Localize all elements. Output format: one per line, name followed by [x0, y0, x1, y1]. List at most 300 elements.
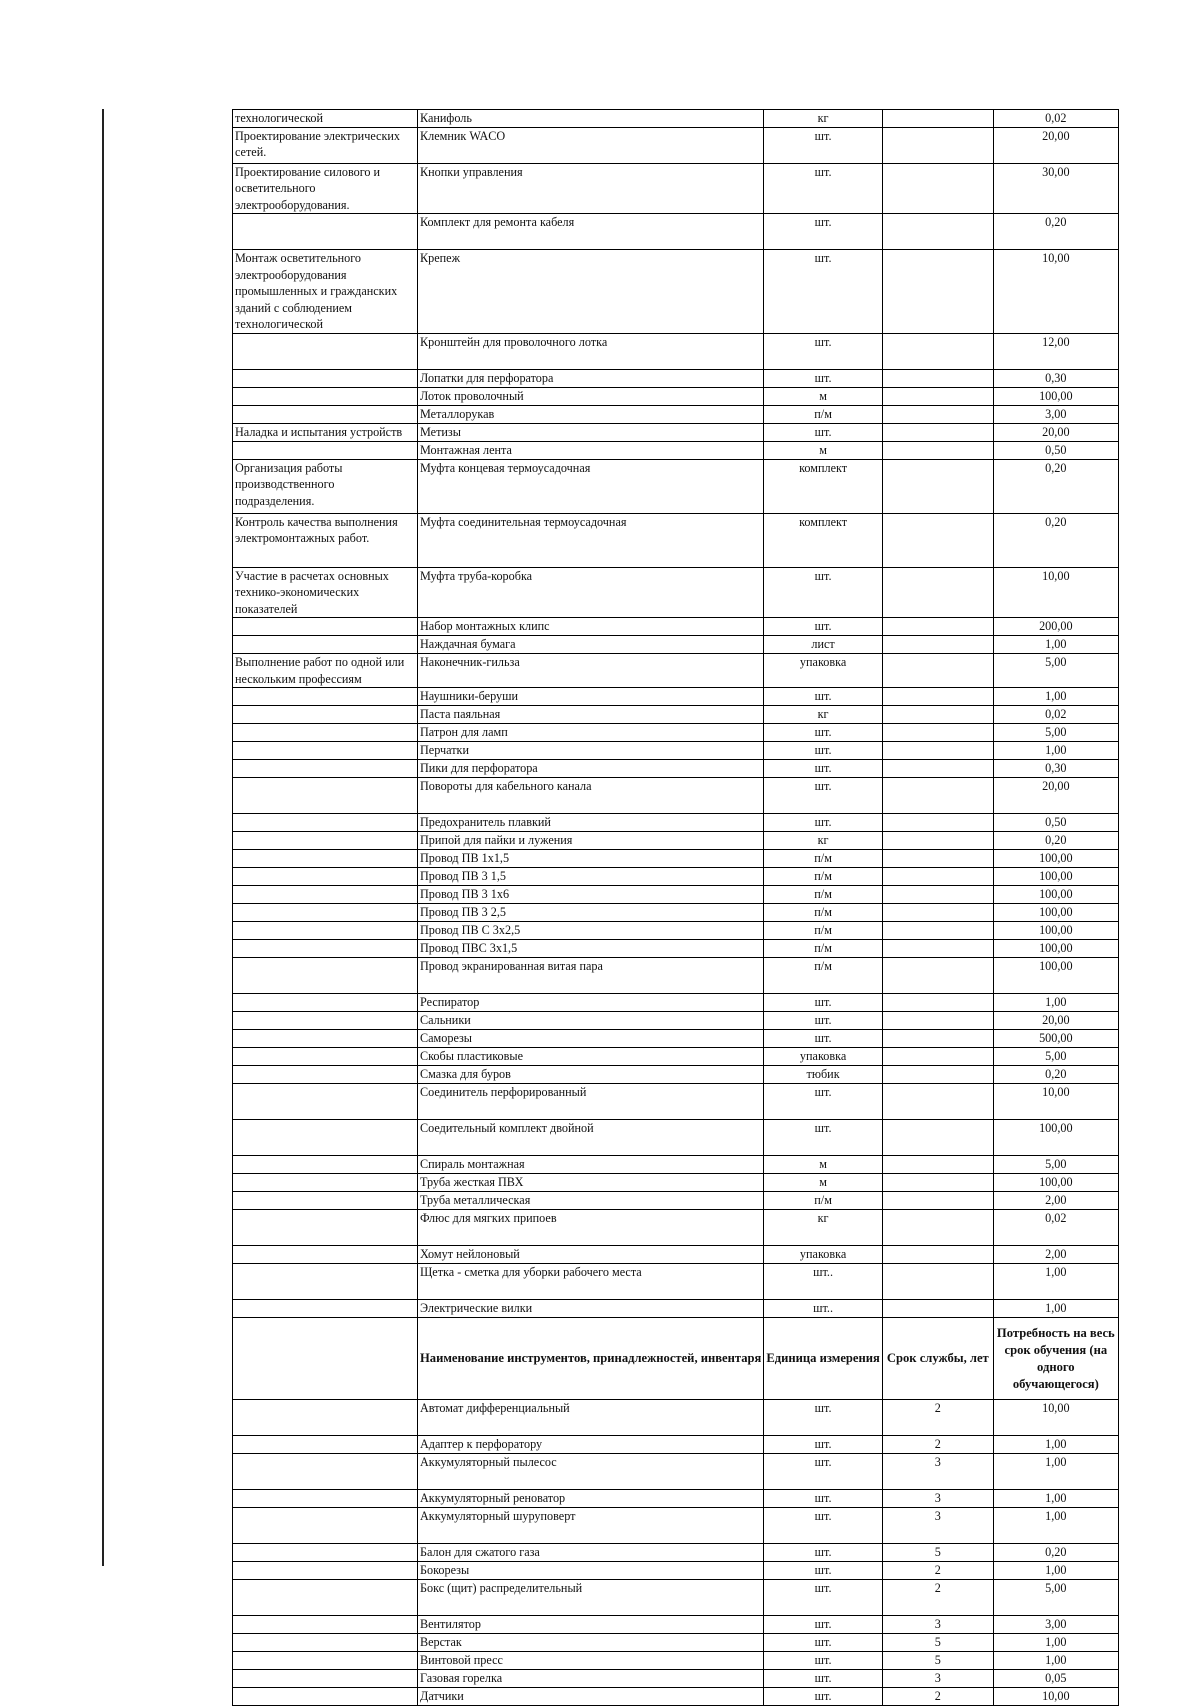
service-life-cell: [882, 724, 993, 742]
unit-cell: шт.: [764, 814, 882, 832]
competency-cell: [233, 1544, 418, 1562]
service-life-cell: [882, 850, 993, 868]
item-name-cell: Лопатки для перфоратора: [418, 369, 764, 387]
item-name-cell: Газовая горелка: [418, 1670, 764, 1688]
table-row: [233, 1508, 1119, 1544]
unit-cell: кг: [764, 1210, 882, 1246]
consumables-section: [233, 110, 1119, 1318]
service-life-cell: 5: [882, 1544, 993, 1562]
item-name-cell: Аккумуляторный шуруповерт: [418, 1508, 764, 1544]
item-name-cell: Адаптер к перфоратору: [418, 1436, 764, 1454]
quantity-cell: 12,00: [993, 333, 1118, 369]
unit-cell: шт.: [764, 994, 882, 1012]
unit-cell: шт.: [764, 1490, 882, 1508]
service-life-cell: [882, 832, 993, 850]
competency-cell: [233, 778, 418, 814]
competency-cell: Проектирование электрических сетей.: [233, 127, 418, 163]
item-name-cell: Спираль монтажная: [418, 1156, 764, 1174]
unit-cell: шт.: [764, 778, 882, 814]
unit-cell: шт.: [764, 1544, 882, 1562]
unit-cell: шт.: [764, 1562, 882, 1580]
item-name-cell: Провод ПВ С 3х2,5: [418, 922, 764, 940]
table-row: [233, 1066, 1119, 1084]
item-name-cell: Бокс (щит) распределительный: [418, 1580, 764, 1616]
item-name-cell: Муфта труба-коробка: [418, 567, 764, 618]
competency-cell: [233, 904, 418, 922]
quantity-cell: 5,00: [993, 654, 1118, 688]
competency-cell: [233, 724, 418, 742]
quantity-cell: 0,20: [993, 1544, 1118, 1562]
unit-cell: шт.: [764, 1508, 882, 1544]
competency-cell: [233, 1246, 418, 1264]
table-row: [233, 922, 1119, 940]
quantity-cell: 20,00: [993, 778, 1118, 814]
unit-cell: шт.: [764, 163, 882, 214]
quantity-cell: 1,00: [993, 1264, 1118, 1300]
service-life-cell: [882, 423, 993, 441]
quantity-cell: 10,00: [993, 250, 1118, 334]
unit-cell: шт.: [764, 1030, 882, 1048]
service-life-cell: 2: [882, 1436, 993, 1454]
unit-cell: шт.: [764, 1652, 882, 1670]
left-margin-rule: [102, 109, 104, 1566]
item-name-cell: Клемник WACO: [418, 127, 764, 163]
quantity-cell: 1,00: [993, 1300, 1118, 1318]
quantity-cell: 1,00: [993, 1454, 1118, 1490]
quantity-cell: 20,00: [993, 423, 1118, 441]
competency-cell: Участие в расчетах основных технико-экономических показателей: [233, 567, 418, 618]
item-name-cell: Металлорукав: [418, 405, 764, 423]
table-row: [233, 567, 1119, 618]
unit-cell: шт.: [764, 127, 882, 163]
table-row: [233, 636, 1119, 654]
quantity-cell: 3,00: [993, 405, 1118, 423]
table-row: [233, 618, 1119, 636]
unit-cell: п/м: [764, 904, 882, 922]
header-name: Наименование инструментов, принадлежностей, инвентаря: [418, 1318, 764, 1400]
competency-cell: [233, 1634, 418, 1652]
service-life-cell: 2: [882, 1580, 993, 1616]
item-name-cell: Набор монтажных клипс: [418, 618, 764, 636]
unit-cell: шт.: [764, 1580, 882, 1616]
quantity-cell: 1,00: [993, 636, 1118, 654]
service-life-cell: [882, 922, 993, 940]
item-name-cell: Труба металлическая: [418, 1192, 764, 1210]
table-row: [233, 214, 1119, 250]
service-life-cell: [882, 706, 993, 724]
competency-cell: [233, 940, 418, 958]
table-row: [233, 1634, 1119, 1652]
item-name-cell: Соедительный комплект двойной: [418, 1120, 764, 1156]
competency-cell: [233, 814, 418, 832]
quantity-cell: 1,00: [993, 1436, 1118, 1454]
service-life-cell: 5: [882, 1652, 993, 1670]
unit-cell: комплект: [764, 459, 882, 513]
unit-cell: шт.: [764, 1400, 882, 1436]
unit-cell: тюбик: [764, 1066, 882, 1084]
competency-cell: [233, 1580, 418, 1616]
item-name-cell: Автомат дифференциальный: [418, 1400, 764, 1436]
service-life-cell: [882, 958, 993, 994]
tools-header-row: [233, 1318, 1119, 1400]
item-name-cell: Саморезы: [418, 1030, 764, 1048]
table-row: [233, 1300, 1119, 1318]
unit-cell: шт.: [764, 1436, 882, 1454]
service-life-cell: [882, 1210, 993, 1246]
quantity-cell: 100,00: [993, 1120, 1118, 1156]
competency-cell: [233, 850, 418, 868]
table-row: [233, 706, 1119, 724]
item-name-cell: Смазка для буров: [418, 1066, 764, 1084]
competency-cell: [233, 706, 418, 724]
unit-cell: кг: [764, 832, 882, 850]
item-name-cell: Канифоль: [418, 110, 764, 128]
item-name-cell: Вентилятор: [418, 1616, 764, 1634]
table-row: [233, 850, 1119, 868]
quantity-cell: 100,00: [993, 1174, 1118, 1192]
quantity-cell: 0,50: [993, 441, 1118, 459]
service-life-cell: [882, 742, 993, 760]
competency-cell: [233, 1616, 418, 1634]
quantity-cell: 0,30: [993, 369, 1118, 387]
quantity-cell: 0,20: [993, 1066, 1118, 1084]
service-life-cell: [882, 1264, 993, 1300]
unit-cell: шт.: [764, 1454, 882, 1490]
materials-table: [232, 109, 1119, 1706]
competency-cell: [233, 922, 418, 940]
table-row: [233, 1030, 1119, 1048]
service-life-cell: 2: [882, 1562, 993, 1580]
item-name-cell: Винтовой пресс: [418, 1652, 764, 1670]
unit-cell: шт.: [764, 214, 882, 250]
quantity-cell: 10,00: [993, 567, 1118, 618]
competency-cell: [233, 1084, 418, 1120]
quantity-cell: 1,00: [993, 1490, 1118, 1508]
service-life-cell: [882, 369, 993, 387]
service-life-cell: 3: [882, 1508, 993, 1544]
table-row: [233, 832, 1119, 850]
table-row: [233, 1400, 1119, 1436]
quantity-cell: 1,00: [993, 1634, 1118, 1652]
quantity-cell: 2,00: [993, 1246, 1118, 1264]
service-life-cell: [882, 1048, 993, 1066]
unit-cell: п/м: [764, 868, 882, 886]
item-name-cell: Паста паяльная: [418, 706, 764, 724]
item-name-cell: Верстак: [418, 1634, 764, 1652]
service-life-cell: [882, 1030, 993, 1048]
table-row: [233, 1454, 1119, 1490]
quantity-cell: 10,00: [993, 1084, 1118, 1120]
quantity-cell: 500,00: [993, 1030, 1118, 1048]
service-life-cell: [882, 387, 993, 405]
item-name-cell: Наждачная бумага: [418, 636, 764, 654]
item-name-cell: Комплект для ремонта кабеля: [418, 214, 764, 250]
quantity-cell: 10,00: [993, 1688, 1118, 1706]
competency-cell: [233, 886, 418, 904]
service-life-cell: [882, 654, 993, 688]
unit-cell: м: [764, 387, 882, 405]
quantity-cell: 0,20: [993, 214, 1118, 250]
service-life-cell: 3: [882, 1490, 993, 1508]
header-quantity: Потребность на весь срок обучения (на одного обучающегося): [993, 1318, 1118, 1400]
service-life-cell: [882, 814, 993, 832]
item-name-cell: Флюс для мягких припоев: [418, 1210, 764, 1246]
unit-cell: шт.: [764, 1120, 882, 1156]
table-row: [233, 724, 1119, 742]
competency-cell: [233, 1652, 418, 1670]
item-name-cell: Муфта соединительная термоусадочная: [418, 513, 764, 567]
table-row: [233, 1544, 1119, 1562]
table-row: [233, 814, 1119, 832]
table-row: [233, 1670, 1119, 1688]
service-life-cell: 5: [882, 1634, 993, 1652]
service-life-cell: 3: [882, 1670, 993, 1688]
service-life-cell: [882, 636, 993, 654]
competency-cell: [233, 1508, 418, 1544]
service-life-cell: [882, 1012, 993, 1030]
unit-cell: шт.: [764, 423, 882, 441]
item-name-cell: Провод ПВ 3 1х6: [418, 886, 764, 904]
item-name-cell: Крепеж: [418, 250, 764, 334]
item-name-cell: Хомут нейлоновый: [418, 1246, 764, 1264]
header-service-life: Срок службы, лет: [882, 1318, 993, 1400]
competency-cell: Организация работы производственного подразделения.: [233, 459, 418, 513]
service-life-cell: [882, 778, 993, 814]
unit-cell: лист: [764, 636, 882, 654]
service-life-cell: [882, 1174, 993, 1192]
header-empty-cell: [233, 1318, 418, 1400]
competency-cell: [233, 214, 418, 250]
table-row: [233, 369, 1119, 387]
unit-cell: шт.: [764, 1084, 882, 1120]
competency-cell: Проектирование силового и осветительного электрооборудования.: [233, 163, 418, 214]
unit-cell: упаковка: [764, 1246, 882, 1264]
quantity-cell: 1,00: [993, 994, 1118, 1012]
table-row: [233, 886, 1119, 904]
table-row: [233, 405, 1119, 423]
table-row: [233, 459, 1119, 513]
item-name-cell: Кнопки управления: [418, 163, 764, 214]
item-name-cell: Аккумуляторный реноватор: [418, 1490, 764, 1508]
quantity-cell: 20,00: [993, 1012, 1118, 1030]
item-name-cell: Труба жесткая ПВХ: [418, 1174, 764, 1192]
table-row: [233, 994, 1119, 1012]
item-name-cell: Сальники: [418, 1012, 764, 1030]
quantity-cell: 200,00: [993, 618, 1118, 636]
table-row: [233, 441, 1119, 459]
item-name-cell: Кронштейн для проволочного лотка: [418, 333, 764, 369]
competency-cell: [233, 387, 418, 405]
table-row: [233, 1156, 1119, 1174]
service-life-cell: [882, 618, 993, 636]
table-row: [233, 1562, 1119, 1580]
service-life-cell: [882, 1192, 993, 1210]
competency-cell: [233, 1048, 418, 1066]
competency-cell: Выполнение работ по одной или нескольким профессиям: [233, 654, 418, 688]
service-life-cell: [882, 163, 993, 214]
table-row: [233, 958, 1119, 994]
quantity-cell: 5,00: [993, 1580, 1118, 1616]
competency-cell: [233, 994, 418, 1012]
unit-cell: п/м: [764, 958, 882, 994]
service-life-cell: 2: [882, 1400, 993, 1436]
item-name-cell: Щетка - сметка для уборки рабочего места: [418, 1264, 764, 1300]
service-life-cell: [882, 333, 993, 369]
unit-cell: шт.: [764, 1616, 882, 1634]
unit-cell: п/м: [764, 405, 882, 423]
table-row: [233, 1210, 1119, 1246]
table-row: [233, 250, 1119, 334]
unit-cell: шт.: [764, 618, 882, 636]
service-life-cell: [882, 886, 993, 904]
service-life-cell: 3: [882, 1616, 993, 1634]
unit-cell: шт.: [764, 333, 882, 369]
competency-cell: [233, 618, 418, 636]
unit-cell: шт..: [764, 1300, 882, 1318]
competency-cell: [233, 760, 418, 778]
competency-cell: [233, 868, 418, 886]
quantity-cell: 5,00: [993, 1156, 1118, 1174]
unit-cell: шт.: [764, 688, 882, 706]
table-row: [233, 1192, 1119, 1210]
service-life-cell: [882, 904, 993, 922]
competency-cell: [233, 1264, 418, 1300]
service-life-cell: [882, 250, 993, 334]
item-name-cell: Электрические вилки: [418, 1300, 764, 1318]
service-life-cell: [882, 1066, 993, 1084]
table-row: [233, 333, 1119, 369]
competency-cell: [233, 1454, 418, 1490]
unit-cell: шт.: [764, 1012, 882, 1030]
unit-cell: комплект: [764, 513, 882, 567]
quantity-cell: 0,02: [993, 706, 1118, 724]
quantity-cell: 3,00: [993, 1616, 1118, 1634]
unit-cell: п/м: [764, 850, 882, 868]
quantity-cell: 0,20: [993, 459, 1118, 513]
item-name-cell: Провод экранированная витая пара: [418, 958, 764, 994]
competency-cell: [233, 1120, 418, 1156]
item-name-cell: Провод ПВ 3 1,5: [418, 868, 764, 886]
item-name-cell: Датчики: [418, 1688, 764, 1706]
service-life-cell: [882, 868, 993, 886]
table-row: [233, 760, 1119, 778]
service-life-cell: [882, 1120, 993, 1156]
item-name-cell: Наконечник-гильза: [418, 654, 764, 688]
table-row: [233, 387, 1119, 405]
competency-cell: Монтаж осветительного электрооборудования промышленных и гражданских зданий с соблюдением технологической: [233, 250, 418, 334]
table-row: [233, 1580, 1119, 1616]
table-row: [233, 513, 1119, 567]
table-row: [233, 904, 1119, 922]
competency-cell: [233, 1156, 418, 1174]
unit-cell: шт.: [764, 369, 882, 387]
item-name-cell: Соединитель перфорированный: [418, 1084, 764, 1120]
competency-cell: [233, 369, 418, 387]
quantity-cell: 20,00: [993, 127, 1118, 163]
competency-cell: [233, 1436, 418, 1454]
quantity-cell: 100,00: [993, 958, 1118, 994]
table-row: [233, 423, 1119, 441]
service-life-cell: [882, 405, 993, 423]
quantity-cell: 100,00: [993, 850, 1118, 868]
unit-cell: шт.: [764, 742, 882, 760]
quantity-cell: 30,00: [993, 163, 1118, 214]
quantity-cell: 100,00: [993, 387, 1118, 405]
table-row: [233, 1048, 1119, 1066]
unit-cell: шт.: [764, 250, 882, 334]
table-row: [233, 1264, 1119, 1300]
quantity-cell: 100,00: [993, 922, 1118, 940]
unit-cell: кг: [764, 110, 882, 128]
table-row: [233, 688, 1119, 706]
quantity-cell: 0,20: [993, 832, 1118, 850]
item-name-cell: Наушники-беруши: [418, 688, 764, 706]
competency-cell: [233, 958, 418, 994]
competency-cell: [233, 1490, 418, 1508]
item-name-cell: Предохранитель плавкий: [418, 814, 764, 832]
table-row: [233, 163, 1119, 214]
competency-cell: [233, 1012, 418, 1030]
quantity-cell: 0,02: [993, 110, 1118, 128]
unit-cell: шт.: [764, 567, 882, 618]
table-row: [233, 940, 1119, 958]
unit-cell: шт.: [764, 1688, 882, 1706]
service-life-cell: [882, 441, 993, 459]
tools-section: [233, 1400, 1119, 1706]
competency-cell: технологической: [233, 110, 418, 128]
item-name-cell: Припой для пайки и лужения: [418, 832, 764, 850]
quantity-cell: 0,20: [993, 513, 1118, 567]
competency-cell: [233, 441, 418, 459]
competency-cell: [233, 688, 418, 706]
table-row: [233, 110, 1119, 128]
quantity-cell: 5,00: [993, 724, 1118, 742]
service-life-cell: [882, 513, 993, 567]
unit-cell: шт.: [764, 760, 882, 778]
table-row: [233, 778, 1119, 814]
unit-cell: п/м: [764, 1192, 882, 1210]
competency-cell: [233, 1030, 418, 1048]
table-row: [233, 127, 1119, 163]
table-row: [233, 1120, 1119, 1156]
unit-cell: м: [764, 441, 882, 459]
table-row: [233, 654, 1119, 688]
quantity-cell: 1,00: [993, 1562, 1118, 1580]
item-name-cell: Монтажная лента: [418, 441, 764, 459]
quantity-cell: 1,00: [993, 1508, 1118, 1544]
quantity-cell: 100,00: [993, 940, 1118, 958]
competency-cell: [233, 333, 418, 369]
service-life-cell: [882, 1300, 993, 1318]
service-life-cell: [882, 214, 993, 250]
table-row: [233, 1174, 1119, 1192]
tools-header-section: [233, 1318, 1119, 1400]
quantity-cell: 1,00: [993, 742, 1118, 760]
quantity-cell: 0,05: [993, 1670, 1118, 1688]
table-row: [233, 868, 1119, 886]
quantity-cell: 1,00: [993, 1652, 1118, 1670]
item-name-cell: Балон для сжатого газа: [418, 1544, 764, 1562]
quantity-cell: 2,00: [993, 1192, 1118, 1210]
item-name-cell: Повороты для кабельного канала: [418, 778, 764, 814]
unit-cell: шт.: [764, 1634, 882, 1652]
quantity-cell: 1,00: [993, 688, 1118, 706]
service-life-cell: [882, 459, 993, 513]
unit-cell: кг: [764, 706, 882, 724]
quantity-cell: 5,00: [993, 1048, 1118, 1066]
competency-cell: [233, 636, 418, 654]
item-name-cell: Пики для перфоратора: [418, 760, 764, 778]
